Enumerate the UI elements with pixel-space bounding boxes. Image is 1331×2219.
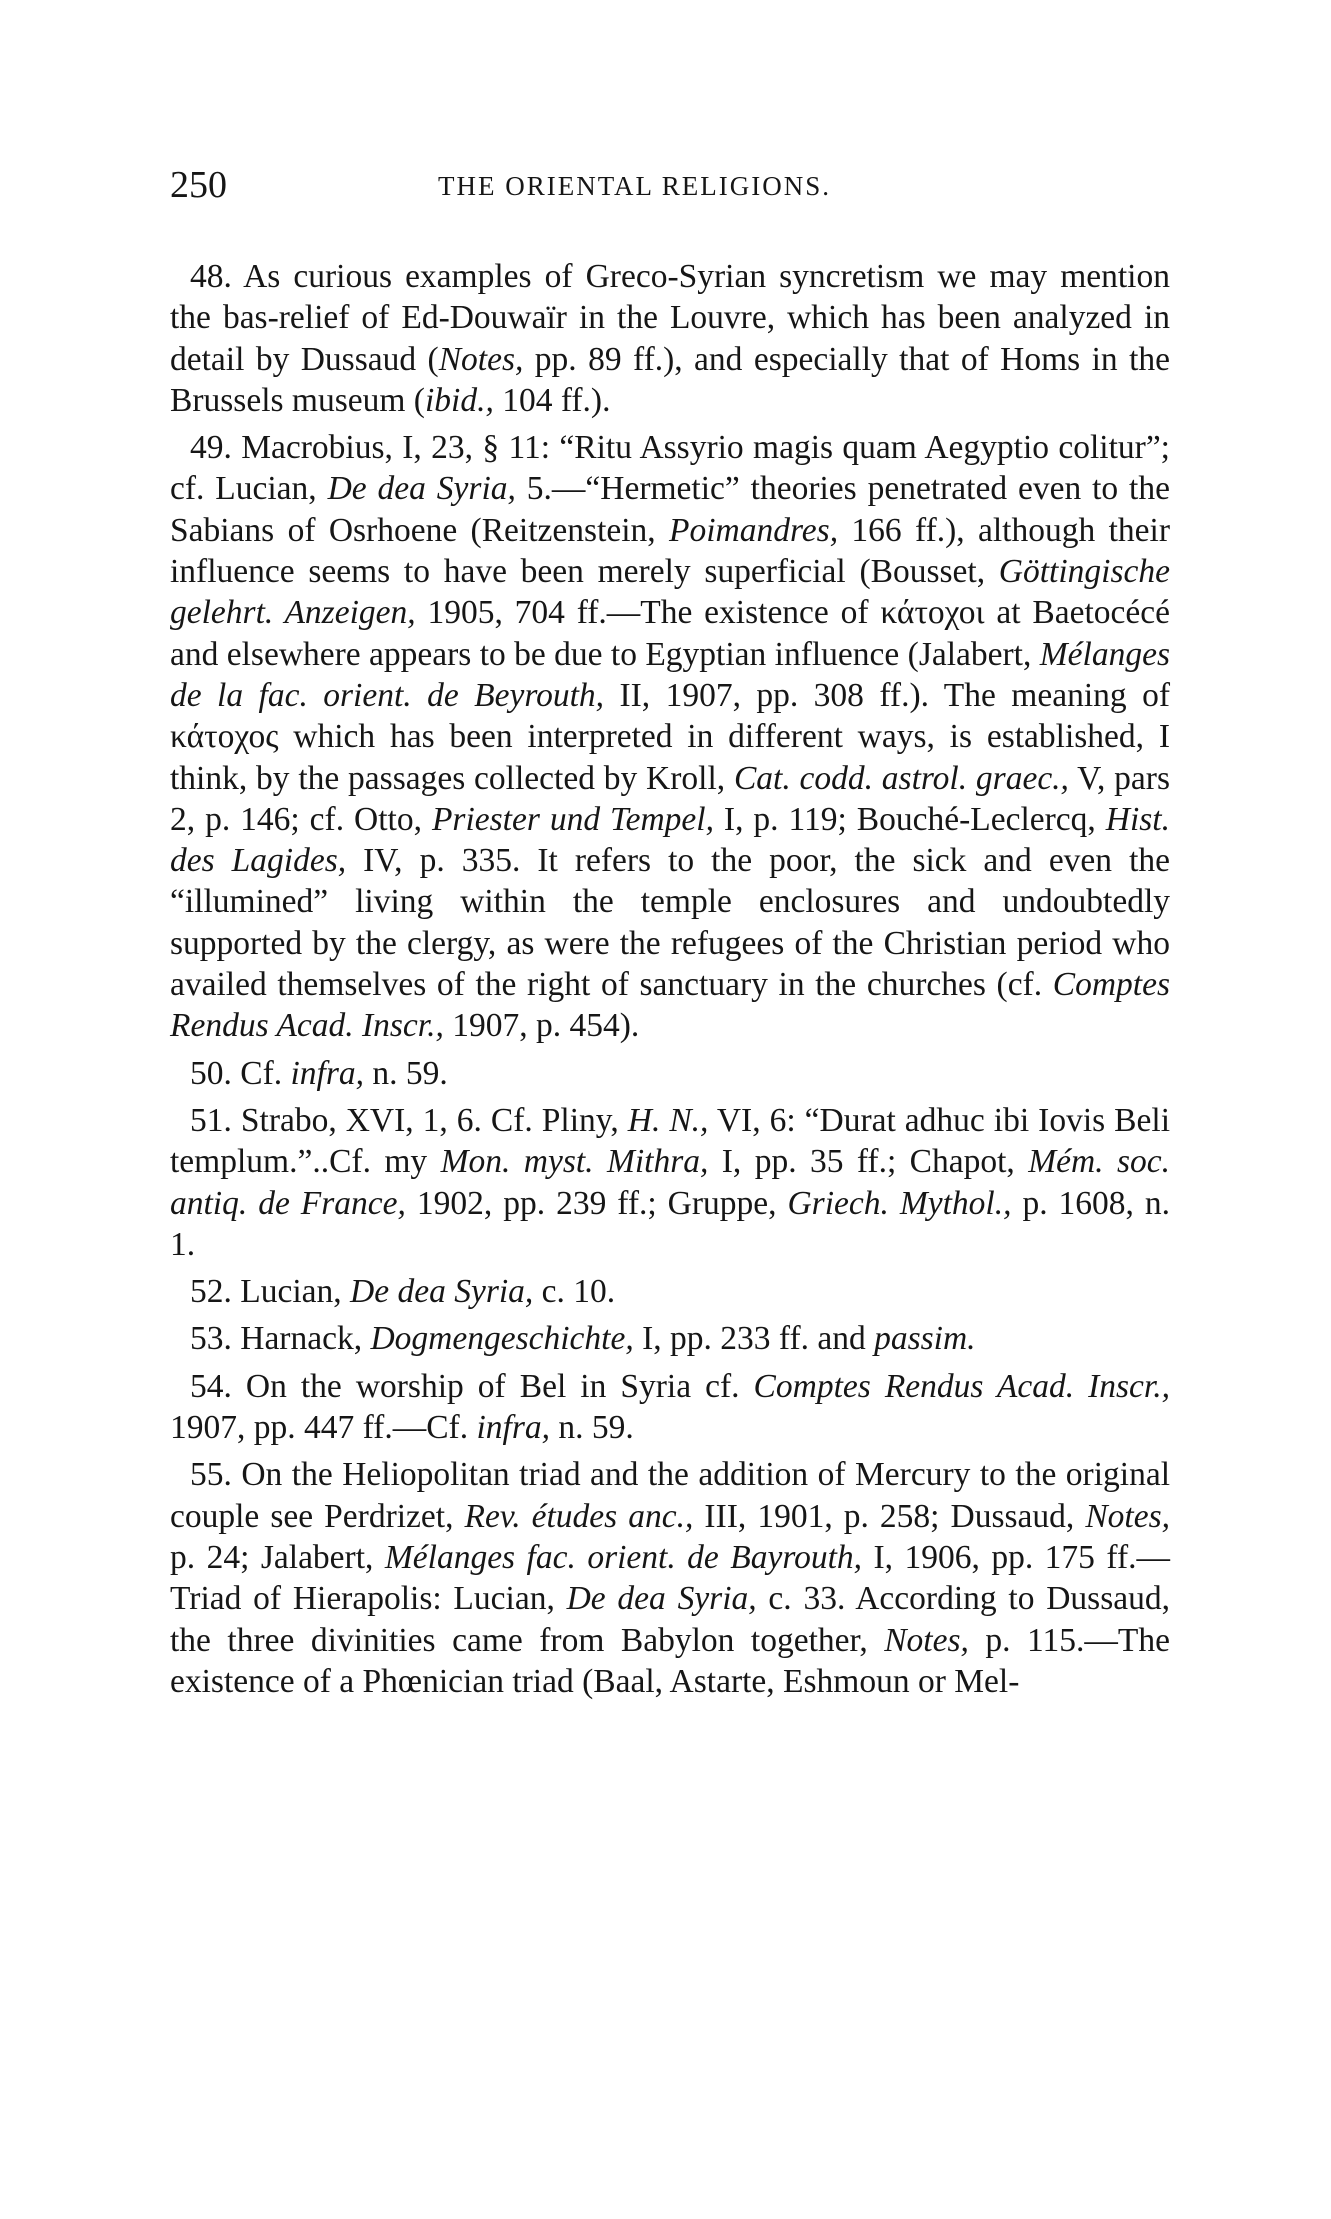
endnote-citation-italic: De dea Syria,	[566, 1580, 757, 1618]
endnote-text: p. 1608, n. 1.	[170, 1184, 1171, 1263]
endnote-citation-italic: ibid.,	[424, 381, 494, 419]
endnote-text: Cf.	[231, 1054, 291, 1092]
endnote-text: I, pp. 233 ff. and	[633, 1320, 875, 1358]
endnote-text: 1907, p. 454).	[443, 1007, 640, 1045]
endnote-number: 52.	[190, 1273, 232, 1311]
endnote-citation-italic: Mélanges fac. orient. de Bayrouth,	[384, 1538, 863, 1576]
endnote-text: V, pars 2, p. 146; cf. Otto,	[170, 759, 1170, 838]
endnote-text: I, 1906, pp. 175 ff.—Triad of Hierapolis: Lucian,	[170, 1538, 1170, 1618]
endnote-text: 1902, pp. 239 ff.; Gruppe,	[405, 1184, 788, 1222]
endnote-citation-italic: infra,	[476, 1409, 550, 1447]
endnote-number: 53.	[190, 1320, 232, 1358]
endnote-citation-italic: De dea Syria,	[350, 1273, 534, 1311]
endnote-citation-italic: Notes,	[884, 1621, 969, 1659]
endnote-number: 49.	[190, 429, 232, 467]
endnote-text: 166 ff.), although their influence seems to have been merely superficial (Bousset,	[170, 511, 1170, 591]
running-head: THE ORIENTAL RELIGIONS.	[438, 171, 832, 201]
page-number: 250	[170, 164, 227, 206]
endnote-citation-italic: passim.	[874, 1320, 976, 1358]
endnote-citation-italic: infra,	[290, 1054, 365, 1092]
endnote-text: 1907, pp. 447 ff.—Cf.	[170, 1409, 477, 1447]
endnote-text: n. 59.	[364, 1054, 448, 1092]
endnote-citation-italic: Göttingische gelehrt. Anzeigen,	[170, 553, 1170, 632]
endnote-citation-italic: H. N.,	[627, 1101, 709, 1139]
endnote-text: p. 115.—The existence of a Phœnician triad (Baal, Astarte, Eshmoun or Mel-	[170, 1621, 1170, 1700]
endnote-number: 51.	[190, 1101, 232, 1139]
endnote	[170, 256, 1170, 421]
endnote-text: Lucian,	[231, 1273, 351, 1311]
endnote-text: pp. 89 ff.), and especially that of Homs in the Brussels museum (	[170, 340, 1170, 419]
endnote-text: On the worship of Bel in Syria cf.	[231, 1367, 754, 1405]
endnote	[170, 427, 1170, 1046]
endnote-number: 50.	[190, 1054, 232, 1092]
endnote-number: 48.	[190, 258, 232, 295]
endnote-text: As curious examples of Greco-Syrian syncretism we may mention the bas-relief of Ed-Douwaïr in the Louvre, which has been analyzed in detail by Dussaud (	[170, 258, 1170, 378]
page-header	[170, 160, 1170, 210]
endnote-text: Harnack,	[231, 1320, 371, 1358]
endnote-text: n. 59.	[550, 1409, 634, 1447]
endnote-text: I, pp. 35 ff.; Chapot,	[708, 1143, 1029, 1181]
endnote-citation-italic: Rev. études anc.,	[464, 1497, 694, 1535]
endnote	[170, 1100, 1170, 1265]
endnote-text: c. 10.	[533, 1273, 616, 1311]
endnote-citation-italic: De dea Syria,	[327, 470, 516, 508]
endnotes-list	[170, 256, 1170, 1708]
endnote-citation-italic: Mon. myst. Mithra,	[440, 1143, 709, 1181]
endnote-text: Macrobius, I, 23, § 11: “Ritu Assyrio magis quam Aegyptio colitur”; cf. Lucian,	[170, 429, 1170, 508]
endnote-text: 1905, 704 ff.—The existence of κάτοχοι at Baetocécé and elsewhere appears to be due to Egyptian influence (Jalabert,	[170, 594, 1170, 673]
endnote-citation-italic: Dogmengeschichte,	[370, 1320, 634, 1358]
endnote-citation-italic: Griech. Mythol.,	[787, 1184, 1012, 1222]
endnote	[170, 1271, 1170, 1312]
endnote-citation-italic: Poimandres,	[669, 511, 839, 549]
endnote-citation-italic: Notes,	[438, 340, 524, 378]
endnote-text: On the Heliopolitan triad and the addition of Mercury to the original couple see Perdrizet,	[170, 1456, 1170, 1535]
endnote-citation-italic: Priester und Tempel,	[431, 800, 714, 838]
endnote	[170, 1318, 1170, 1359]
endnote-text: I, p. 119; Bouché-Leclercq,	[713, 800, 1106, 838]
endnote-text: Strabo, XVI, 1, 6. Cf. Pliny,	[231, 1101, 628, 1139]
endnote-text: VI, 6: “Durat adhuc ibi Iovis Beli templum.”..Cf. my	[170, 1101, 1170, 1181]
endnote	[170, 1053, 1170, 1094]
endnote-number: 54.	[190, 1367, 232, 1405]
endnote-text: IV, p. 335. It refers to the poor, the sick and even the “illumined” living within the temple enclosures and undoubtedly supported by the clergy, as were the refugees of the Christian period who availed themselves of the right of sanctuary in the churches (cf.	[170, 842, 1170, 1004]
endnote-text: 104 ff.).	[493, 381, 611, 419]
endnote-text: p. 24; Jalabert,	[170, 1538, 385, 1576]
endnote-text: III, 1901, p. 258; Dussaud,	[693, 1497, 1086, 1535]
endnote-text: II, 1907, pp. 308 ff.). The meaning of κάτοχος which has been interpreted in different ways, is established, I think, by the passages collected by Kroll,	[170, 676, 1170, 797]
endnote-citation-italic: Cat. codd. astrol. graec.,	[733, 759, 1069, 797]
endnote-citation-italic: Comptes Rendus Acad. Inscr.,	[170, 966, 1170, 1045]
endnote	[170, 1366, 1170, 1449]
endnote-text: 5.—“Hermetic” theories penetrated even to the Sabians of Osrhoene (Reitzenstein,	[170, 470, 1170, 549]
endnote-citation-italic: Notes,	[1085, 1497, 1171, 1535]
endnote-citation-italic: Mém. soc. antiq. de France,	[170, 1143, 1170, 1222]
endnote-citation-italic: Mélanges de la fac. orient. de Beyrouth,	[170, 635, 1170, 714]
endnote-citation-italic: Comptes Rendus Acad. Inscr.,	[753, 1367, 1170, 1405]
endnote-number: 55.	[190, 1456, 232, 1494]
endnote-citation-italic: Hist. des Lagides,	[170, 800, 1170, 880]
endnote-text: c. 33. According to Dussaud, the three divinities came from Babylon together,	[170, 1580, 1170, 1659]
endnote	[170, 1454, 1170, 1702]
